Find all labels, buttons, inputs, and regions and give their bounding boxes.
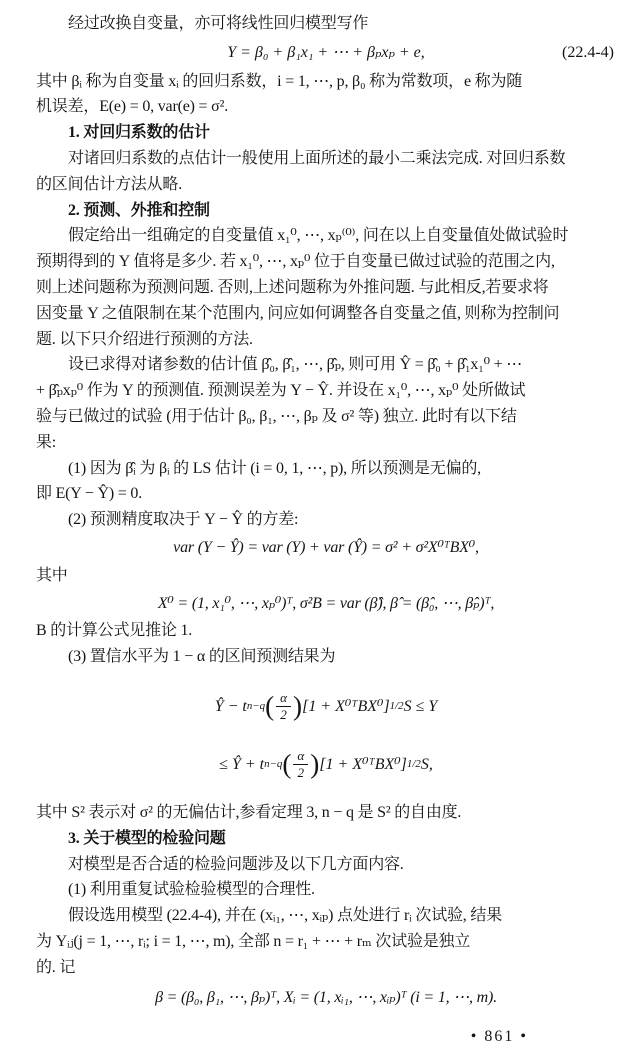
- intro-line: 经过改换自变量，亦可将线性回归模型写作: [68, 15, 369, 32]
- section-heading-1: 1. 对回归系数的估计: [68, 124, 210, 142]
- equation-variance: var (Y − Ŷ) = var (Y) + var (Ŷ) = σ² + σ²X⁰ᵀBX⁰,: [173, 538, 479, 556]
- section1-line: 的区间估计方法从略.: [36, 175, 183, 193]
- equation-x0-definition: X⁰ = (1, x₁⁰, ⋯, xₚ⁰)ᵀ, σ²B = var (β̂), β̂ = (β̂₀, ⋯, β̂ₚ)ᵀ,: [157, 594, 495, 612]
- equation-model-row: [36, 40, 616, 66]
- section2-line: 假定给出一组确定的自变量值 x₁⁰, ⋯, xₚ⁽⁰⁾, 问在以上自变量值处做试验时: [68, 227, 569, 245]
- equation-beta-definition: β = (β₀, β₁, ⋯, βₚ)ᵀ, Xᵢ = (1, xᵢ₁, ⋯, xᵢₚ)ᵀ (i = 1, ⋯, m).: [155, 988, 497, 1006]
- result-item-1-line: (1) 因为 β̂ᵢ 为 βᵢ 的 LS 估计 (i = 0, 1, ⋯, p), 所以预测是无偏的,: [68, 459, 481, 477]
- section3-line: (1) 利用重复试验检验模型的合理性.: [68, 881, 315, 899]
- section2-line: 预期得到的 Y 值将是多少. 若 x₁⁰, ⋯, xₚ⁰ 位于自变量已做过试验的范围之内,: [36, 253, 555, 271]
- page-number: • 861 •: [470, 1028, 528, 1046]
- section-heading-2: 2. 预测、外推和控制: [68, 201, 210, 219]
- section3-line: 假设选用模型 (22.4-4), 并在 (xᵢ₁, ⋯, xᵢₚ) 点处进行 rᵢ 次试验, 结果: [68, 907, 502, 925]
- section-heading-3: 3. 关于模型的检验问题: [68, 829, 226, 847]
- section3-line: 的. 记: [36, 958, 76, 976]
- section3-line: 对模型是否合适的检验问题涉及以下几方面内容.: [68, 855, 404, 873]
- result-item-1-line: 即 E(Y − Ŷ) = 0.: [36, 485, 142, 503]
- equation-interval-upper: Ŷ − t n−q ( $\frac{\alpha}{2}$ ) [1 + X⁰ᵀBX⁰] 1/2 S ≤ Y: [214, 689, 438, 723]
- result-item-3-line: (3) 置信水平为 1 − α 的区间预测结果为: [68, 648, 336, 666]
- b-formula-note: B 的计算公式见推论 1.: [36, 622, 193, 640]
- prediction-line: 验与已做过的试验 (用于估计 β₀, β₁, ⋯, βₚ 及 σ² 等) 独立. 此时有以下结: [36, 407, 517, 425]
- section1-line: 对诸回归系数的点估计一般使用上面所述的最小二乘法完成. 对回归系数: [68, 149, 566, 167]
- prediction-line: 果:: [36, 433, 57, 451]
- section3-line: 为 Yᵢⱼ(j = 1, ⋯, rᵢ; i = 1, ⋯, m), 全部 n = r₁ + ⋯ + rₘ 次试验是独立: [36, 932, 471, 950]
- equation-interval-lower: ≤ Ŷ + t n−q ( $\frac{\alpha}{2}$ ) [1 + X⁰ᵀBX⁰] 1/2 S,: [219, 747, 433, 781]
- s2-note-line: 其中 S² 表示对 σ² 的无偏估计,参看定理 3, n − q 是 S² 的自由度.: [36, 803, 462, 821]
- model-description-line: 机误差，E(e) = 0, var(e) = σ².: [36, 98, 228, 116]
- model-description-line: 其中 βᵢ 称为自变量 xᵢ 的回归系数，i = 1, ⋯, p, β₀ 称为常数项，e 称为随: [36, 72, 523, 90]
- result-item-2-line: (2) 预测精度取决于 Y − Ŷ 的方差:: [68, 511, 299, 529]
- section2-line: 题. 以下只介绍进行预测的方法.: [36, 330, 253, 348]
- section2-line: 因变量 Y 之值限制在某个范围内, 问应如何调整各自变量之值, 则称为控制问: [36, 304, 560, 322]
- qizhong-label: 其中: [36, 566, 68, 584]
- prediction-line: + β̂ₚxₚ⁰ 作为 Y 的预测值. 预测误差为 Y − Ŷ. 并设在 x₁⁰, ⋯, xₚ⁰ 处所做试: [36, 382, 526, 400]
- equation-model: Y = β₀ + β₁x₁ + ⋯ + βₚxₚ + e,: [227, 43, 425, 61]
- section2-line: 则上述问题称为预测问题. 否则,上述问题称为外推问题. 与此相反,若要求将: [36, 278, 549, 296]
- equation-number: (22.4-4): [562, 43, 614, 61]
- prediction-line: 设已求得对诸参数的估计值 β̂₀, β̂₁, ⋯, β̂ₚ, 则可用 Ŷ = β̂₀ + β̂₁x₁⁰ + ⋯: [68, 356, 523, 374]
